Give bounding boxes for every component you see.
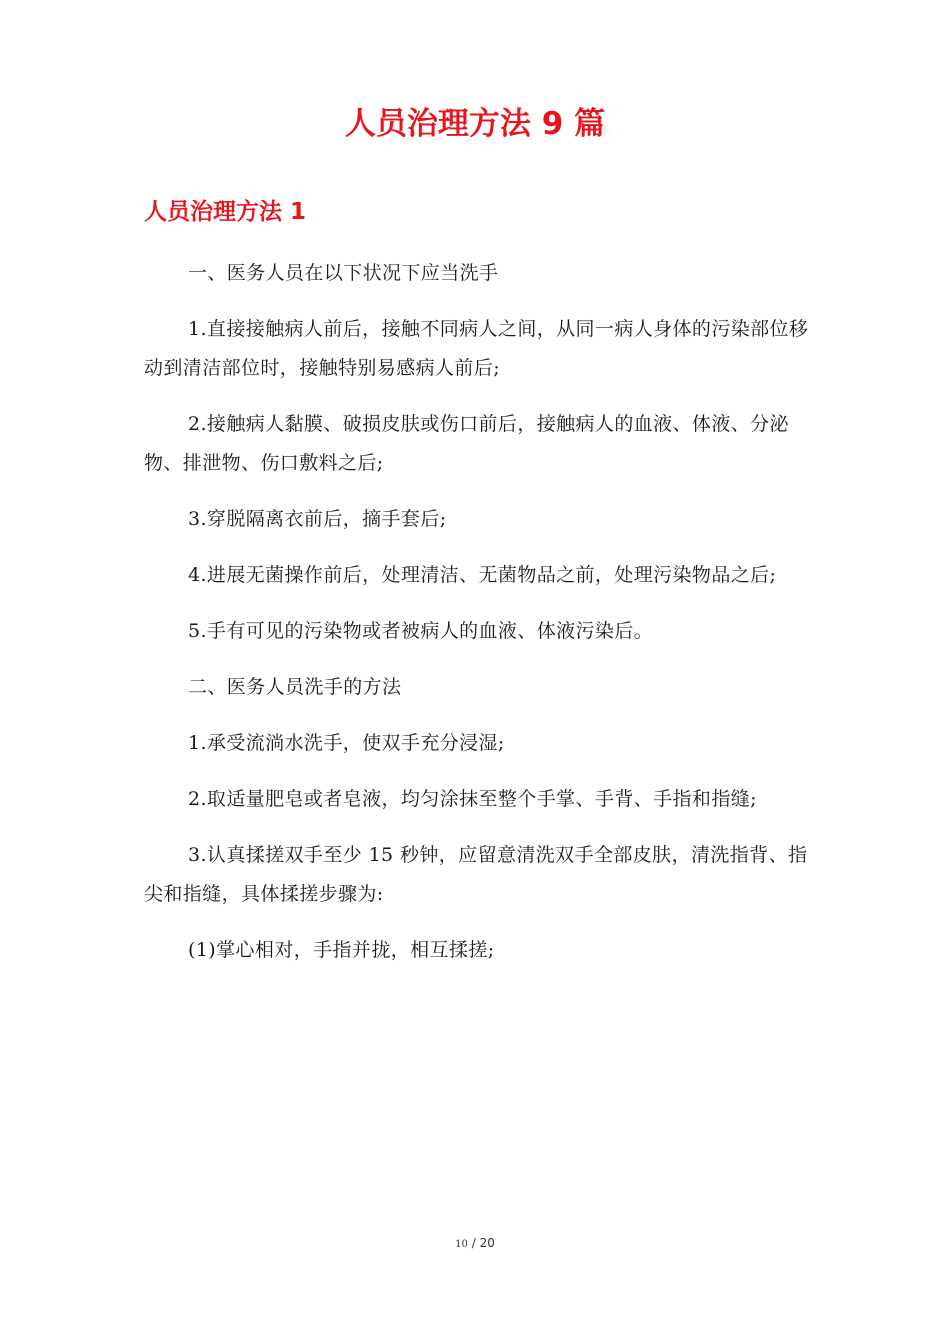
paragraph: 4.进展无菌操作前后，处理清洁、无菌物品之前，处理污染物品之后; [188, 564, 777, 586]
paragraph: 1.承受流淌水洗手，使双手充分浸湿; [188, 732, 505, 754]
total-pages: 20 [479, 1236, 495, 1250]
paragraph: 3.认真揉搓双手至少 15 秒钟，应留意清洗双手全部皮肤，清洗指背、指尖和指缝，具体揉搓步骤为: [144, 844, 808, 905]
page-separator: / [467, 1236, 480, 1250]
current-page-number: 10 [455, 1239, 468, 1250]
document-title: 人员治理方法 9 篇 [344, 106, 606, 142]
section-heading: 人员治理方法 1 [144, 199, 307, 225]
paragraph: (1)掌心相对，手指并拢，相互揉搓; [188, 939, 495, 961]
document-body [144, 254, 816, 987]
paragraph: 一、医务人员在以下状况下应当洗手 [188, 262, 499, 284]
paragraph: 5.手有可见的污染物或者被病人的血液、体液污染后。 [188, 620, 654, 642]
paragraph: 二、医务人员洗手的方法 [188, 676, 402, 698]
page-number [0, 1236, 950, 1250]
paragraph: 2.接触病人黏膜、破损皮肤或伤口前后，接触病人的血液、体液、分泌物、排泄物、伤口敷料之后; [144, 413, 789, 474]
paragraph: 3.穿脱隔离衣前后，摘手套后; [188, 508, 447, 530]
paragraph: 1.直接接触病人前后，接触不同病人之间，从同一病人身体的污染部位移动到清洁部位时，接触特别易感病人前后; [144, 318, 809, 379]
paragraph: 2.取适量肥皂或者皂液，均匀涂抹至整个手掌、手背、手指和指缝; [188, 788, 757, 810]
